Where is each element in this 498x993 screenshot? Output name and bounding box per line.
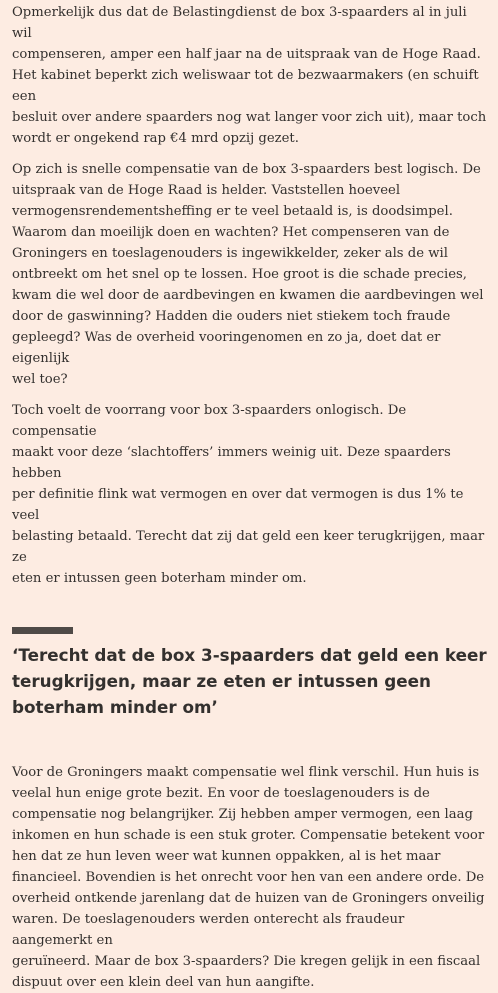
article-paragraph: Opmerkelijk dus dat de Belastingdienst de box 3-spaarders al in juli wil compenseren, amper een half jaar na de uitspraak van de Hoge Raad. Het kabinet beperkt zich weliswaar tot de bezwaarmakers (en schuift een besluit over andere spaarders nog wat langer voor zich uit), maar toch wordt er ongekend rap €4 mrd opzij gezet. — [12, 5, 487, 146]
quote-accent-bar — [12, 627, 73, 634]
pull-quote-text: ‘Terecht dat de box 3-spaarders dat geld een keer terugkrijgen, maar ze eten er intussen geen boterham minder om’ — [12, 645, 487, 717]
article-paragraph: Voor de Groningers maakt compensatie wel flink verschil. Hun huis is veelal hun enige grote bezit. En voor de toeslagenouders is de compensatie nog belangrijker. Zij hebben amper vermogen, een laag inkomen en hun schade is een stuk groter. Compensatie betekent voor hen dat ze hun leven weer wat kunnen oppakken, al is het maar financieel. Bovendien is het onrecht voor hen van een andere orde. De overheid ontkende jarenlang dat de huizen van de Groningers onveilig waren. De toeslagenouders werden onterecht als fraudeur aangemerkt en geruïneerd. Maar de box 3-spaarders? Die kregen gelijk in een fiscaal dispuut over een klein deel van hun aangifte. — [12, 765, 485, 990]
pull-quote — [12, 627, 488, 720]
article-paragraph: Toch voelt de voorrang voor box 3-spaarders onlogisch. De compensatie maakt voor deze ‘slachtoffers’ immers weinig uit. Deze spaarders hebben per definitie flink wat vermogen en over dat vermogen is dus 1% te veel belasting betaald. Terecht dat zij dat geld een keer terugkrijgen, maar ze eten er intussen geen boterham minder om. — [12, 403, 485, 586]
article-paragraph: Op zich is snelle compensatie van de box 3-spaarders best logisch. De uitspraak van de Hoge Raad is helder. Vaststellen hoeveel vermogensrendementsheffing er te veel betaald is, is doodsimpel. Waarom dan moeilijk doen en wachten? Het compenseren van de Groningers en toeslagenouders is ingewikkelder, zeker als de wil ontbreekt om het snel op te lossen. Hoe groot is die schade precies, kwam die wel door de aardbevingen en kwamen die aardbevingen wel door de gaswinning? Hadden die ouders niet stiekem toch fraude gepleegd? Was de overheid vooringenomen en zo ja, doet dat er eigenlijk wel toe? — [12, 162, 484, 387]
article-body — [12, 0, 488, 993]
